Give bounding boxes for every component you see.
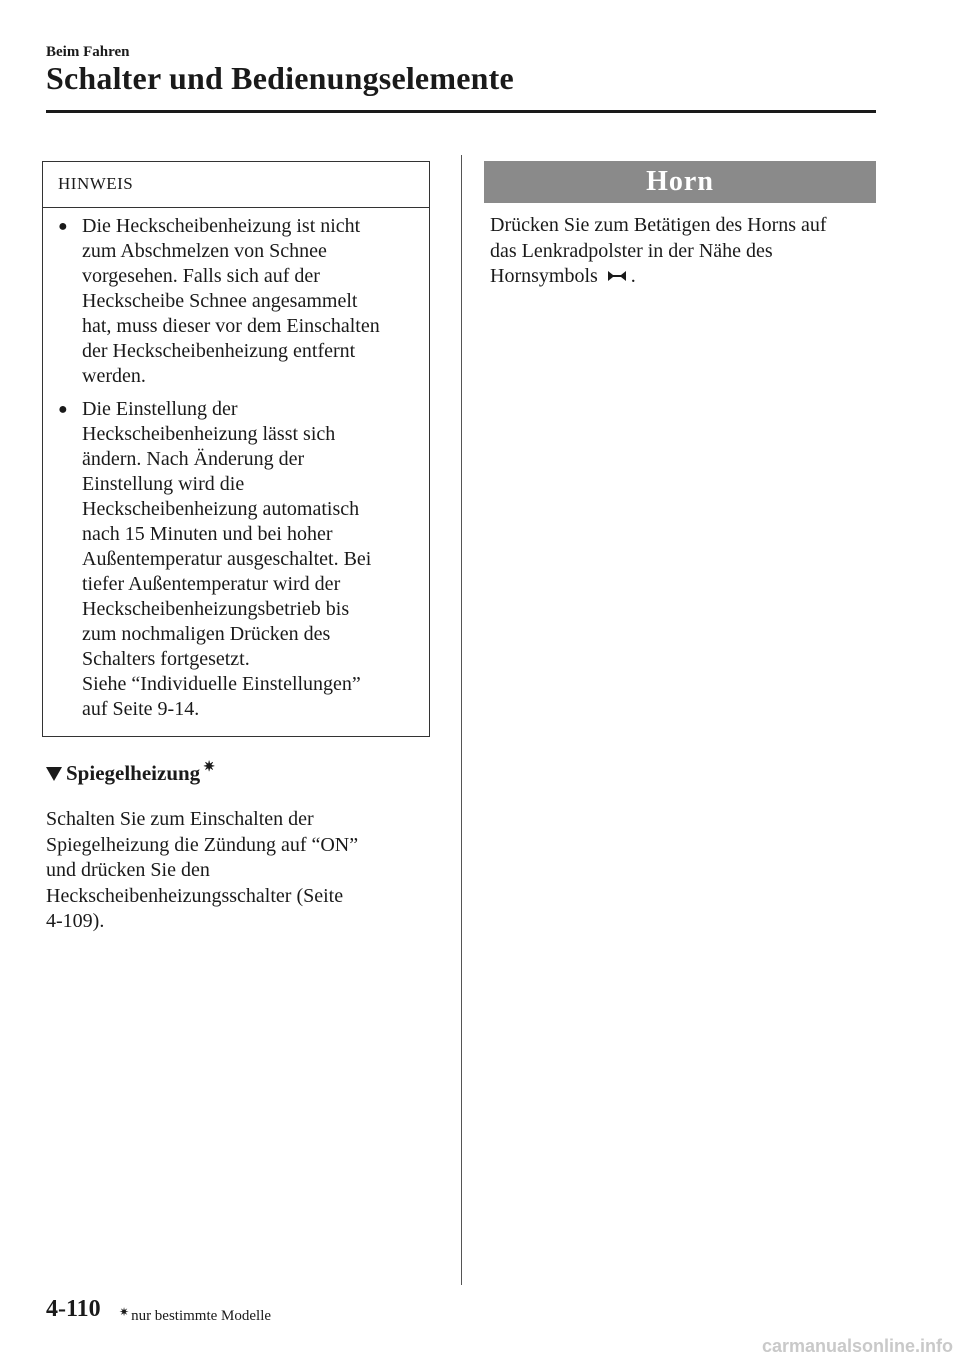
note-line: Siehe “Individuelle Einstellungen” [82,673,361,695]
paragraph-line: das Lenkradpolster in der Nähe des [490,239,773,262]
note-line: Die Einstellung der [82,398,238,420]
paragraph-line [490,264,880,290]
note-line: vorgesehen. Falls sich auf der [82,265,320,287]
horn-text-after-icon: . [630,265,636,288]
horn-icon [606,265,628,291]
note-line: tiefer Außentemperatur wird der [82,573,341,595]
note-line: Heckscheibe Schnee angesammelt [82,290,358,312]
mirror-heating-title: Spiegelheizung [66,761,201,785]
note-item [43,397,429,722]
triangle-down-icon [46,767,62,781]
note-line: ändern. Nach Änderung der [82,448,305,470]
note-line: der Heckscheibenheizung entfernt [82,340,356,362]
asterisk-icon: ✷ [203,760,215,775]
note-list [43,214,429,722]
asterisk-icon: ✷ [119,1305,130,1319]
paragraph-line: Schalten Sie zum Einschalten der [46,808,314,830]
horn-text-before-icon: Hornsymbols [490,265,598,288]
note-line: Heckscheibenheizung lässt sich [82,423,336,445]
paragraph-line: Spiegelheizung die Zündung auf “ON” [46,833,359,856]
horn-text [490,213,880,290]
note-line: nach 15 Minuten und bei hoher [82,523,333,545]
note-line: Heckscheibenheizungsbetrieb bis [82,598,350,620]
note-box [42,161,430,737]
section-label: Beim Fahren [46,44,130,60]
paragraph-line: Heckscheibenheizungsschalter (Seite [46,884,344,907]
paragraph-line: und drücken Sie den [46,859,210,882]
mirror-heating-heading [46,761,215,786]
note-line: Heckscheibenheizung automatisch [82,498,360,520]
note-line: auf Seite 9-14. [82,698,200,720]
note-line: Außentemperatur ausgeschaltet. Bei [82,548,372,570]
note-heading: HINWEIS [43,162,429,208]
bullet-icon: ● [58,218,68,235]
horn-section-banner: Horn [484,161,876,203]
page-title: Schalter und Bedienungselemente [46,60,514,96]
footnote [119,1305,271,1325]
column-divider [461,155,462,1285]
note-line: Schalters fortgesetzt. [82,648,250,670]
bullet-icon: ● [58,401,68,418]
paragraph-line: 4-109). [46,910,105,933]
watermark: carmanualsonline.info [762,1336,954,1356]
page-number: 4-110 [46,1296,101,1322]
note-line: zum Abschmelzen von Schnee [82,240,327,262]
title-rule [46,110,876,113]
note-line: hat, muss dieser vor dem Einschalten [82,315,380,337]
paragraph-line: Drücken Sie zum Betätigen des Horns auf [490,214,827,236]
note-line: werden. [82,365,146,387]
mirror-heating-text [46,807,446,935]
footnote-text: nur bestimmte Modelle [131,1308,272,1324]
note-line: zum nochmaligen Drücken des [82,623,331,645]
note-line: Einstellung wird die [82,473,245,495]
note-item [43,214,429,389]
note-line: Die Heckscheibenheizung ist nicht [82,215,361,237]
